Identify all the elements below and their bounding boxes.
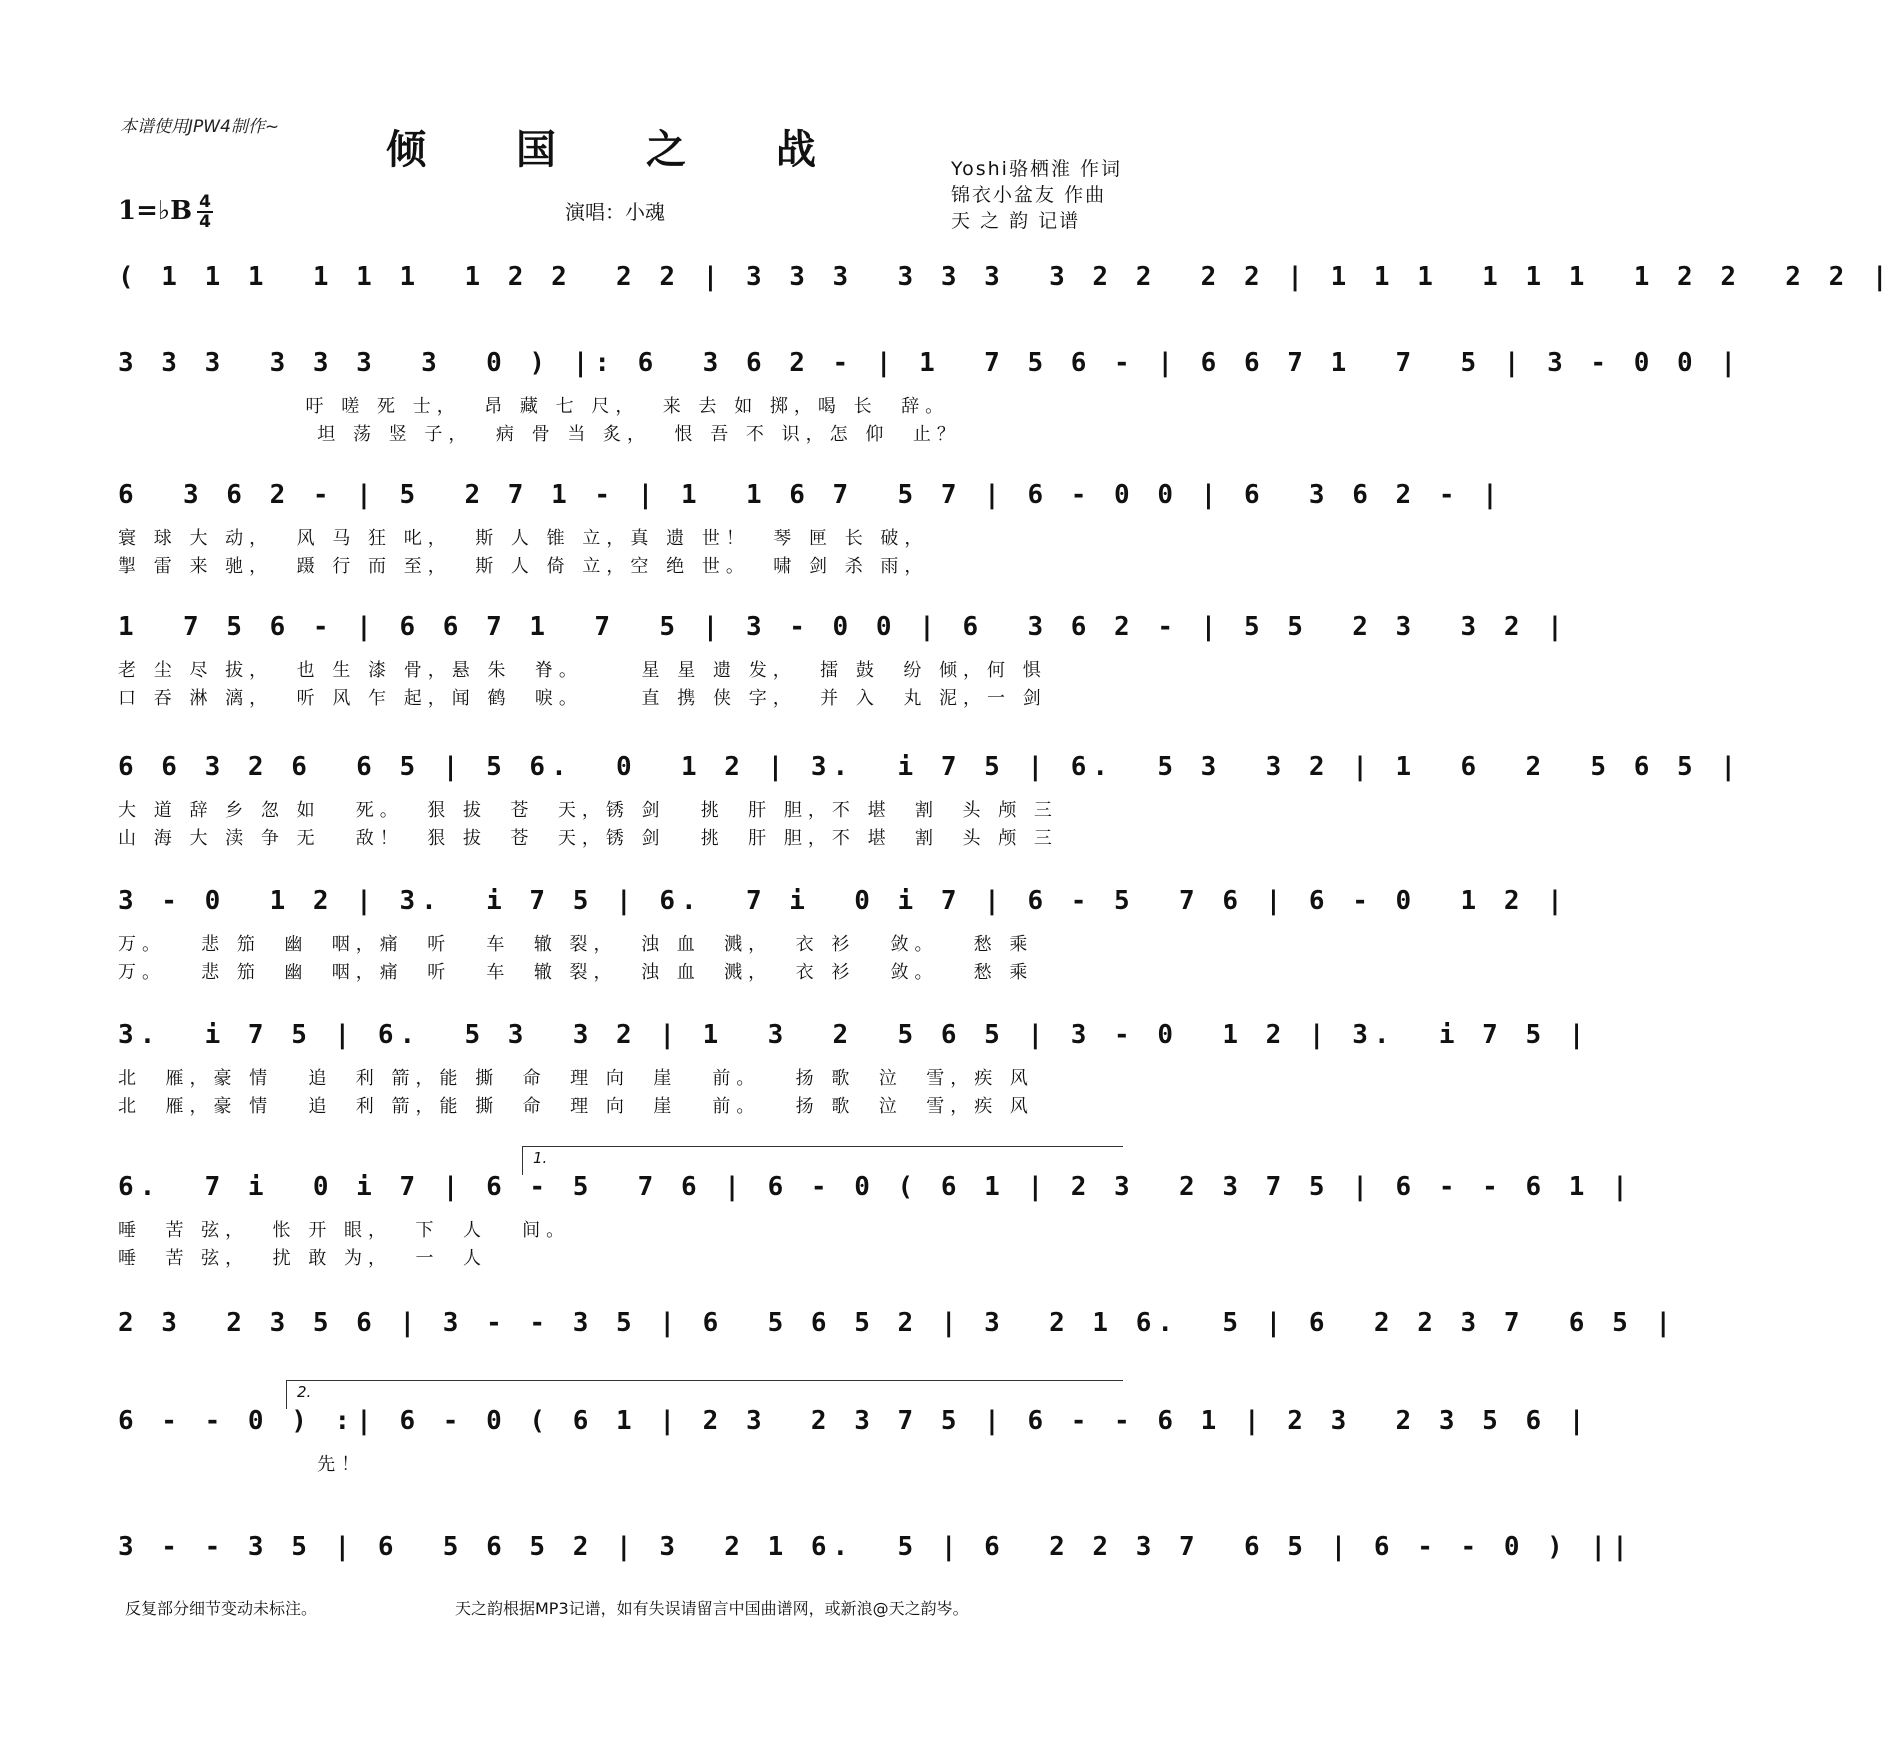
lyric-verse-2: 北 雁，豪 情 追 利 箭，能 撕 命 理 向 崖 前。 扬 歌 泣 雪，疾 风 (118, 1096, 1034, 1117)
score-line-10 (118, 1406, 1591, 1526)
software-note: 本谱使用JPW4制作~ (120, 117, 280, 137)
time-top: 4 (199, 192, 211, 212)
lyric-verse-1: 吁 嗟 死 士， 昂 藏 七 尺， 来 去 如 掷，喝 长 辞。 (118, 396, 950, 417)
notes: 3 - - 3 5 | 6 5 6 5 2 | 3 2 1 6. 5 | 6 2 2 3 7 6 5 | 6 - - 0 ) || (118, 1532, 1634, 1562)
notes: 6 3 6 2 - | 5 2 7 1 - | 1 1 6 7 5 7 | 6 - 0 0 | 6 3 6 2 - | (118, 480, 1504, 510)
lyric-verse-1: 大 道 辞 乡 忽 如 死。 狠 拔 苍 天，锈 剑 挑 肝 胆，不 堪 割 头 颅 三 (118, 800, 1058, 821)
lyric-verse-1: 万。 悲 笳 幽 咽，痛 听 车 辙 裂， 浊 血 溅， 衣 衫 敛。 愁 乘 (118, 934, 1034, 955)
lyric-verse-1: 先！ (118, 1454, 366, 1475)
notes: 3. i 7 5 | 6. 5 3 3 2 | 1 3 2 5 6 5 | 3 - 0 1 2 | 3. i 7 5 | (118, 1020, 1591, 1050)
lyricist: Yoshi骆栖淮 作词 (951, 158, 1122, 180)
score-line-3 (118, 480, 1504, 600)
notes: 6. 7 i 0 i 7 | 6 - 5 7 6 | 6 - 0 ( 6 1 | 2 3 2 3 7 5 | 6 - - 6 1 | (118, 1172, 1634, 1202)
lyric-verse-2: 掣 雷 来 驰， 蹑 行 而 至， 斯 人 倚 立，空 绝 世。 啸 剑 杀 雨， (118, 556, 929, 577)
lyric-verse-1: 老 尘 尽 拔， 也 生 漆 骨，悬 朱 脊。 星 星 遗 发， 擂 鼓 纷 倾，何 惧 (118, 660, 1047, 681)
time-bottom: 4 (199, 212, 211, 232)
footer-note-right: 天之韵根据MP3记谱，如有失误请留言中国曲谱网，或新浪@天之韵岑。 (455, 1599, 969, 1618)
volta-2-label: 2. (297, 1383, 312, 1401)
footer-note-left: 反复部分细节变动未标注。 (125, 1599, 318, 1618)
lyric-verse-2: 口 吞 淋 漓， 听 风 乍 起，闻 鹤 唳。 直 携 侠 字， 并 入 丸 泥，一 剑 (118, 688, 1047, 709)
notes: 2 3 2 3 5 6 | 3 - - 3 5 | 6 5 6 5 2 | 3 2 1 6. 5 | 6 2 2 3 7 6 5 | (118, 1308, 1678, 1338)
lyric-verse-2: 坦 荡 竖 子， 病 骨 当 炙， 恨 吾 不 识，怎 仰 止？ (118, 424, 961, 445)
time-signature (197, 194, 213, 230)
key-signature: 1=♭B (118, 196, 193, 226)
volta-1-label: 1. (533, 1149, 548, 1167)
notes: 6 - - 0 ) :| 6 - 0 ( 6 1 | 2 3 2 3 7 5 | 6 - - 6 1 | 2 3 2 3 5 6 | (118, 1406, 1591, 1436)
score-line-8 (118, 1172, 1634, 1292)
lyric-verse-1: 唾 苦 弦， 怅 开 眼， 下 人 间。 (118, 1220, 571, 1241)
credits (951, 156, 1122, 234)
notes: 6 6 3 2 6 6 5 | 5 6. 0 1 2 | 3. i 7 5 | 6. 5 3 3 2 | 1 6 2 5 6 5 | (118, 752, 1742, 782)
notes: 1 7 5 6 - | 6 6 7 1 7 5 | 3 - 0 0 | 6 3 6 2 - | 5 5 2 3 3 2 | (118, 612, 1569, 642)
lyric-verse-2: 万。 悲 笳 幽 咽，痛 听 车 辙 裂， 浊 血 溅， 衣 衫 敛。 愁 乘 (118, 962, 1034, 983)
notes: 3 3 3 3 3 3 3 0 ) |: 6 3 6 2 - | 1 7 5 6 - | 6 6 7 1 7 5 | 3 - 0 0 | (118, 348, 1742, 378)
score-line-2 (118, 348, 1742, 468)
lyric-verse-2: 唾 苦 弦， 扰 敢 为， 一 人 (118, 1248, 487, 1269)
score-line-11 (118, 1532, 1634, 1652)
lyric-verse-1: 寰 球 大 动， 风 马 狂 叱， 斯 人 锥 立，真 遗 世！ 琴 匣 长 破， (118, 528, 929, 549)
notes: 3 - 0 1 2 | 3. i 7 5 | 6. 7 i 0 i 7 | 6 - 5 7 6 | 6 - 0 1 2 | (118, 886, 1569, 916)
composer: 锦衣小盆友 作曲 (951, 184, 1107, 206)
lyric-verse-2: 山 海 大 渎 争 无 敌！ 狠 拔 苍 天，锈 剑 挑 肝 胆，不 堪 割 头 颅 三 (118, 828, 1058, 849)
volta-2-bracket (286, 1380, 1123, 1409)
score-line-7 (118, 1020, 1591, 1140)
notes: ( 1 1 1 1 1 1 1 2 2 2 2 | 3 3 3 3 3 3 3 2 2 2 2 | 1 1 1 1 1 1 1 2 2 2 2 | (118, 262, 1894, 292)
score-line-5 (118, 752, 1742, 872)
transcriber: 天 之 韵 记谱 (951, 210, 1081, 232)
score-line-4 (118, 612, 1569, 732)
lyric-verse-1: 北 雁，豪 情 追 利 箭，能 撕 命 理 向 崖 前。 扬 歌 泣 雪，疾 风 (118, 1068, 1034, 1089)
singer: 演唱：小魂 (565, 200, 665, 224)
score-line-6 (118, 886, 1569, 1006)
song-title: 倾 国 之 战 (386, 126, 854, 173)
volta-1-bracket (522, 1146, 1123, 1175)
